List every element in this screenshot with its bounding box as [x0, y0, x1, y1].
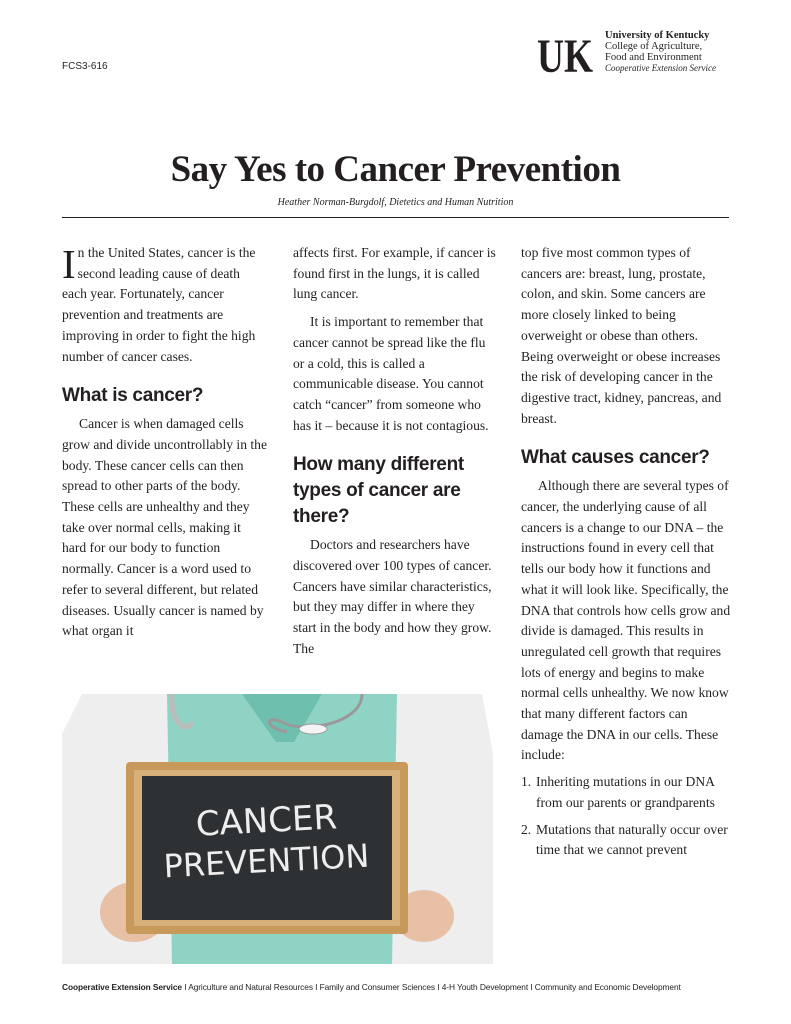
column-3: [521, 243, 731, 867]
footer: [62, 982, 742, 992]
list-text: Mutations that naturally occur over time that we cannot prevent: [536, 821, 728, 858]
college-line-1: College of Agriculture,: [605, 41, 703, 52]
column-2: [293, 243, 500, 660]
organ-paragraph: affects first. For example, if cancer is found first in the lungs, it is called lung cancer.: [293, 245, 496, 302]
causes-list: [521, 772, 731, 861]
causes-paragraph: Although there are several types of cancer, the underlying cause of all cancers is a change to our DNA – the instructions found in every cell that tells our body how it functions and what it will look like. Specifically, the DNA that controls how cells grow and divide is damaged. This results in unregulated cell growth that requires lots of energy and begins to make normal cells unhealthy. We now know that many different factors can damage the DNA in our cells. These include:: [521, 478, 731, 763]
common-types-paragraph: top five most common types of cancers are: breast, lung, prostate, colon, and skin. Some cancers are more closely linked to being overweight or obese than others. Being overweight or obese increases the risk of developing cancer in the digestive tract, kidney, pancreas, and breast.: [521, 245, 722, 426]
heading-types: How many different types of cancer are there?: [293, 454, 464, 528]
drop-cap: I: [62, 241, 76, 287]
page-title: Say Yes to Cancer Prevention: [170, 149, 621, 190]
footer-programs: I Agriculture and Natural Resources I Family and Consumer Sciences I 4-H Youth Development I Community and Economic Development: [181, 982, 681, 992]
heading-what-is-cancer: What is cancer?: [62, 385, 204, 407]
institution-block: [605, 30, 716, 74]
list-item: [521, 772, 731, 813]
extension-service: Cooperative Extension Service: [605, 63, 716, 73]
board-line-1: CANCER: [194, 797, 339, 845]
footer-lead: Cooperative Extension Service: [62, 982, 182, 992]
what-is-cancer-paragraph: Cancer is when damaged cells grow and divide uncontrollably in the body. These cancer cells can then spread to other parts of the body. These cells are unhealthy and they take over normal cells, making it hard for our body to function normally. Cancer is a word used to refer to several different, but related diseases. Usually cancer is named by what organ it: [62, 416, 267, 639]
college-line-2: Food and Environment: [605, 52, 702, 63]
types-paragraph: Doctors and researchers have discovered over 100 types of cancer. Cancers have similar characteristics, but they may differ in where they start in the body and how they grow. The: [293, 537, 492, 656]
intro-text: n the United States, cancer is the second leading cause of death each year. Fortunately, cancer prevention and treatments are improving in order to fight the high number of cancer cases.: [62, 245, 256, 364]
list-text: Inheriting mutations in our DNA from our parents or grandparents: [536, 774, 715, 810]
column-1: [62, 243, 267, 642]
author-line: Heather Norman-Burgdolf, Dietetics and Human Nutrition: [277, 197, 514, 208]
board-line-2: PREVENTION: [162, 836, 371, 886]
institution-name: University of Kentucky: [605, 30, 710, 41]
publication-code: FCS3-616: [62, 61, 108, 72]
list-item: [521, 820, 731, 861]
uk-logo-text: UK: [537, 30, 593, 83]
contagious-paragraph: It is important to remember that cancer cannot be spread like the flu or a cold, this is called a communicable disease. You cannot catch “cancer” from someone who has it – because it is not contagious.: [293, 314, 489, 433]
list-number: 2.: [521, 821, 532, 837]
uk-logo: [537, 30, 595, 83]
list-number: 1.: [521, 774, 532, 790]
title-rule: [62, 217, 729, 218]
heading-causes: What causes cancer?: [521, 447, 710, 469]
cancer-prevention-photo: [62, 694, 493, 964]
intro-paragraph: [62, 243, 267, 367]
